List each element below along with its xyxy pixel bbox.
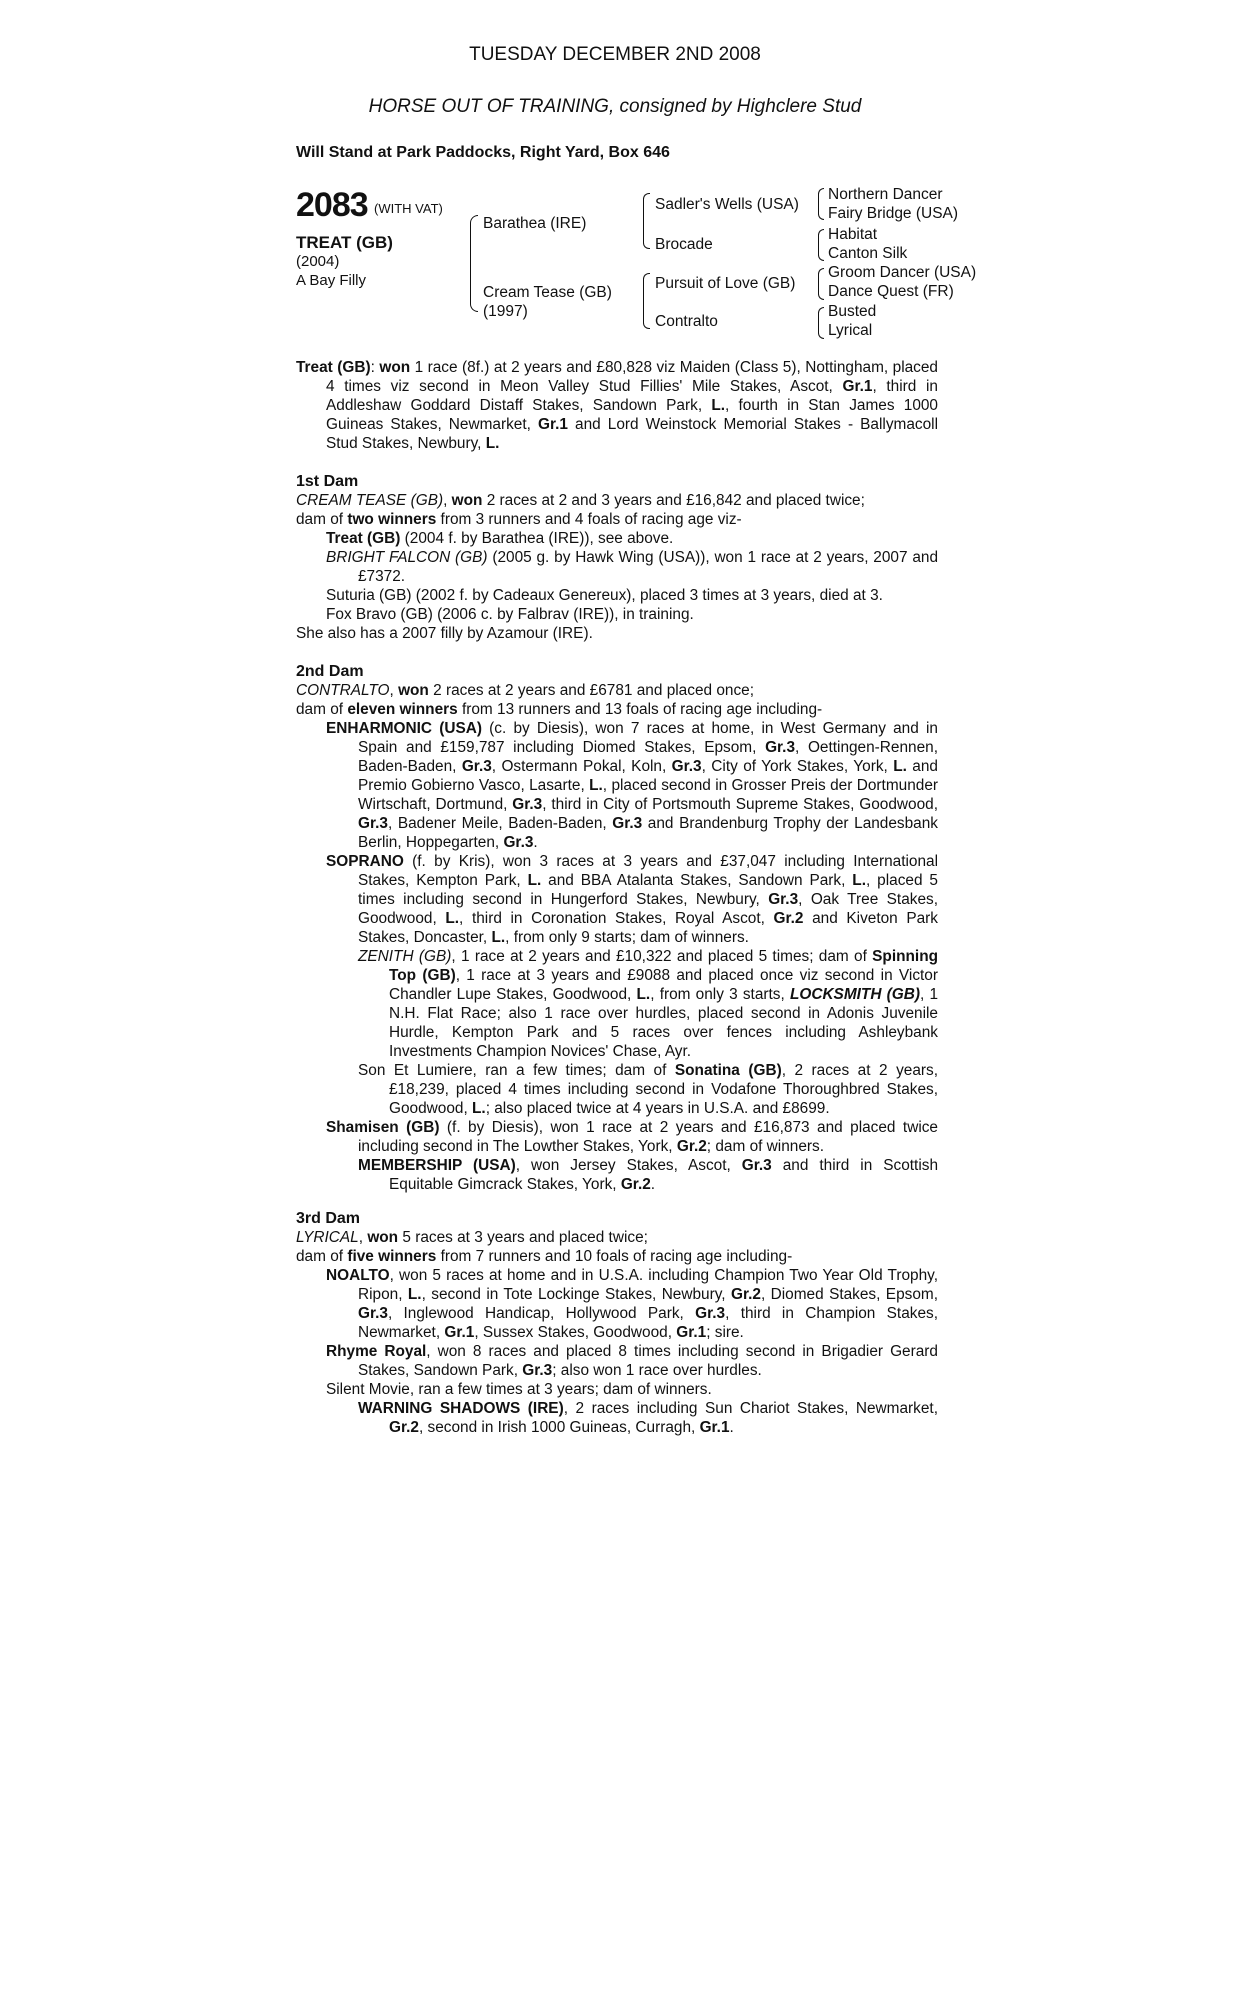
third-dam-heading: 3rd Dam [296,1210,361,1227]
pedigree-ggp-4: Canton Silk [828,245,908,262]
second-dam-line2: dam of eleven winners from 13 runners and 13 foals of racing age including- [296,701,823,718]
pedigree-dam: Cream Tease (GB) [483,284,612,301]
second-dam-section [296,662,938,1194]
second-dam-heading: 2nd Dam [296,663,364,680]
pedigree-dam-sire: Pursuit of Love (GB) [655,275,796,292]
pedigree-ggp-3: Habitat [828,226,878,243]
pedigree-brace-main [470,215,478,312]
pedigree-brace-gg2 [818,229,824,261]
horse-year: (2004) [296,253,340,270]
pedigree-ggp-5: Groom Dancer (USA) [828,264,977,281]
first-dam-section [296,472,938,643]
offspring-shamisen: Shamisen (GB) (f. by Diesis), won 1 race at 2 years and £16,873 and placed twice including second in The Lowther Stakes, York, Gr.2; dam of winners. [326,1119,938,1155]
stabling-location: Will Stand at Park Paddocks, Right Yard, Box 646 [296,144,670,161]
pedigree-brace-dam [643,273,650,329]
first-dam-offspring-2: BRIGHT FALCON (GB) (2005 g. by Hawk Wing (USA)), won 1 race at 2 years, 2007 and £7372. [326,549,939,585]
horse-description: A Bay Filly [296,272,367,289]
horse-name: TREAT (GB) [296,233,393,252]
first-dam-offspring-1: Treat (GB) (2004 f. by Barathea (IRE)), see above. [326,530,674,547]
pedigree-brace-gg1 [818,188,824,220]
pedigree-ggp-7: Busted [828,303,877,320]
pedigree-dam-year: (1997) [483,303,528,320]
first-dam-note: She also has a 2007 filly by Azamour (IRE). [296,625,593,642]
offspring-zenith: ZENITH (GB), 1 race at 2 years and £10,322 and placed 5 times; dam of Spinning Top (GB), 1 race at 3 years and £9088 and placed once viz second in Victor Chandler Lupe Stakes, Goodwood, L., from only 3 starts, LOCKSMITH (GB), 1 N.H. Flat Race; also 1 race over hurdles, placed second in Adonis Juvenile Hurdle, Kempton Park and 5 races over fences including Ashleybank Investments Champion Novices' Chase, Ayr. [358,948,938,1060]
third-dam-line2: dam of five winners from 7 runners and 10 foals of racing age including- [296,1248,793,1265]
pedigree-sire: Barathea (IRE) [483,215,587,232]
lot-number: 2083 [296,186,368,224]
consignor-line: HORSE OUT OF TRAINING, consigned by Highclere Stud [368,96,862,117]
pedigree-ggp-8: Lyrical [828,322,873,339]
offspring-soprano: SOPRANO (f. by Kris), won 3 races at 3 years and £37,047 including International Stakes, Kempton Park, L. and BBA Atalanta Stakes, Sandown Park, L., placed 5 times including second in Hungerford Stakes, Newbury, Gr.3, Oak Tree Stakes, Goodwood, L., third in Coronation Stakes, Royal Ascot, Gr.2 and Kiveton Park Stakes, Doncaster, L., from only 9 starts; dam of winners. [326,853,939,946]
sale-date: TUESDAY DECEMBER 2ND 2008 [469,44,761,65]
offspring-enharmonic: ENHARMONIC (USA) (c. by Diesis), won 7 races at home, in West Germany and in Spain and £159,787 including Diomed Stakes, Epsom, Gr.3, Oettingen-Rennen, Baden-Baden, Gr.3, Ostermann Pokal, Koln, Gr.3, City of York Stakes, York, L. and Premio Gobierno Vasco, Lasarte, L., placed second in Grosser Preis der Dortmunder Wirtschaft, Dortmund, Gr.3, third in City of Portsmouth Supreme Stakes, Goodwood, Gr.3, Badener Meile, Baden-Baden, Gr.3 and Brandenburg Trophy der Landesbank Berlin, Hoppegarten, Gr.3. [326,720,939,851]
treat-paragraph: Treat (GB): won 1 race (8f.) at 2 years and £80,828 viz Maiden (Class 5), Nottingham, placed 4 times viz second in Meon Valley Stud Fillies' Mile Stakes, Ascot, Gr.1, third in Addleshaw Goddard Distaff Stakes, Sandown Park, L., fourth in Stan James 1000 Guineas Stakes, Newmarket, Gr.1 and Lord Weinstock Memorial Stakes - Ballymacoll Stud Stakes, Newbury, L. [296,359,938,452]
offspring-membership: MEMBERSHIP (USA), won Jersey Stakes, Ascot, Gr.3 and third in Scottish Equitable Gimcrack Stakes, York, Gr.2. [358,1157,939,1193]
second-dam-line1: CONTRALTO, won 2 races at 2 years and £6781 and placed once; [296,682,754,699]
first-dam-heading: 1st Dam [296,473,359,490]
pedigree-ggp-6: Dance Quest (FR) [828,283,954,300]
pedigree-ggp-2: Fairy Bridge (USA) [828,205,959,222]
first-dam-line2: dam of two winners from 3 runners and 4 foals of racing age viz- [296,511,742,528]
third-dam-line1: LYRICAL, won 5 races at 3 years and placed twice; [296,1229,648,1246]
offspring-silent-movie: Silent Movie, ran a few times at 3 years; dam of winners. [326,1381,712,1398]
first-dam-line1: CREAM TEASE (GB), won 2 races at 2 and 3 years and £16,842 and placed twice; [296,492,865,509]
offspring-son-et-lumiere: Son Et Lumiere, ran a few times; dam of Sonatina (GB), 2 races at 2 years, £18,239, placed 4 times including second in Vodafone Thoroughbred Stakes, Goodwood, L.; also placed twice at 4 years in U.S.A. and £8699. [358,1062,938,1117]
pedigree-brace-gg3 [818,268,824,300]
offspring-rhyme-royal: Rhyme Royal, won 8 races and placed 8 times including second in Brigadier Gerard Stakes, Sandown Park, Gr.3; also won 1 race over hurdles. [326,1343,938,1379]
offspring-warning-shadows: WARNING SHADOWS (IRE), 2 races including Sun Chariot Stakes, Newmarket, Gr.2, second in Irish 1000 Guineas, Curragh, Gr.1. [358,1400,938,1436]
first-dam-offspring-4: Fox Bravo (GB) (2006 c. by Falbrav (IRE)), in training. [326,606,694,623]
pedigree-sire-dam: Brocade [655,236,713,253]
pedigree-brace-sire [643,193,650,249]
offspring-noalto: NOALTO, won 5 races at home and in U.S.A. including Champion Two Year Old Trophy, Ripon, L., second in Tote Lockinge Stakes, Newbury, Gr.2, Diomed Stakes, Epsom, Gr.3, Inglewood Handicap, Hollywood Park, Gr.3, third in Champion Stakes, Newmarket, Gr.1, Sussex Stakes, Goodwood, Gr.1; sire. [326,1267,938,1341]
treat-record [296,358,938,453]
pedigree-dam-dam: Contralto [655,313,718,330]
first-dam-offspring-3: Suturia (GB) (2002 f. by Cadeaux Genereux), placed 3 times at 3 years, died at 3. [326,587,883,604]
pedigree-sire-sire: Sadler's Wells (USA) [655,196,799,213]
pedigree-ggp-1: Northern Dancer [828,186,943,203]
vat-note: (WITH VAT) [374,201,443,216]
third-dam-section [296,1209,938,1437]
pedigree-brace-gg4 [818,307,824,339]
